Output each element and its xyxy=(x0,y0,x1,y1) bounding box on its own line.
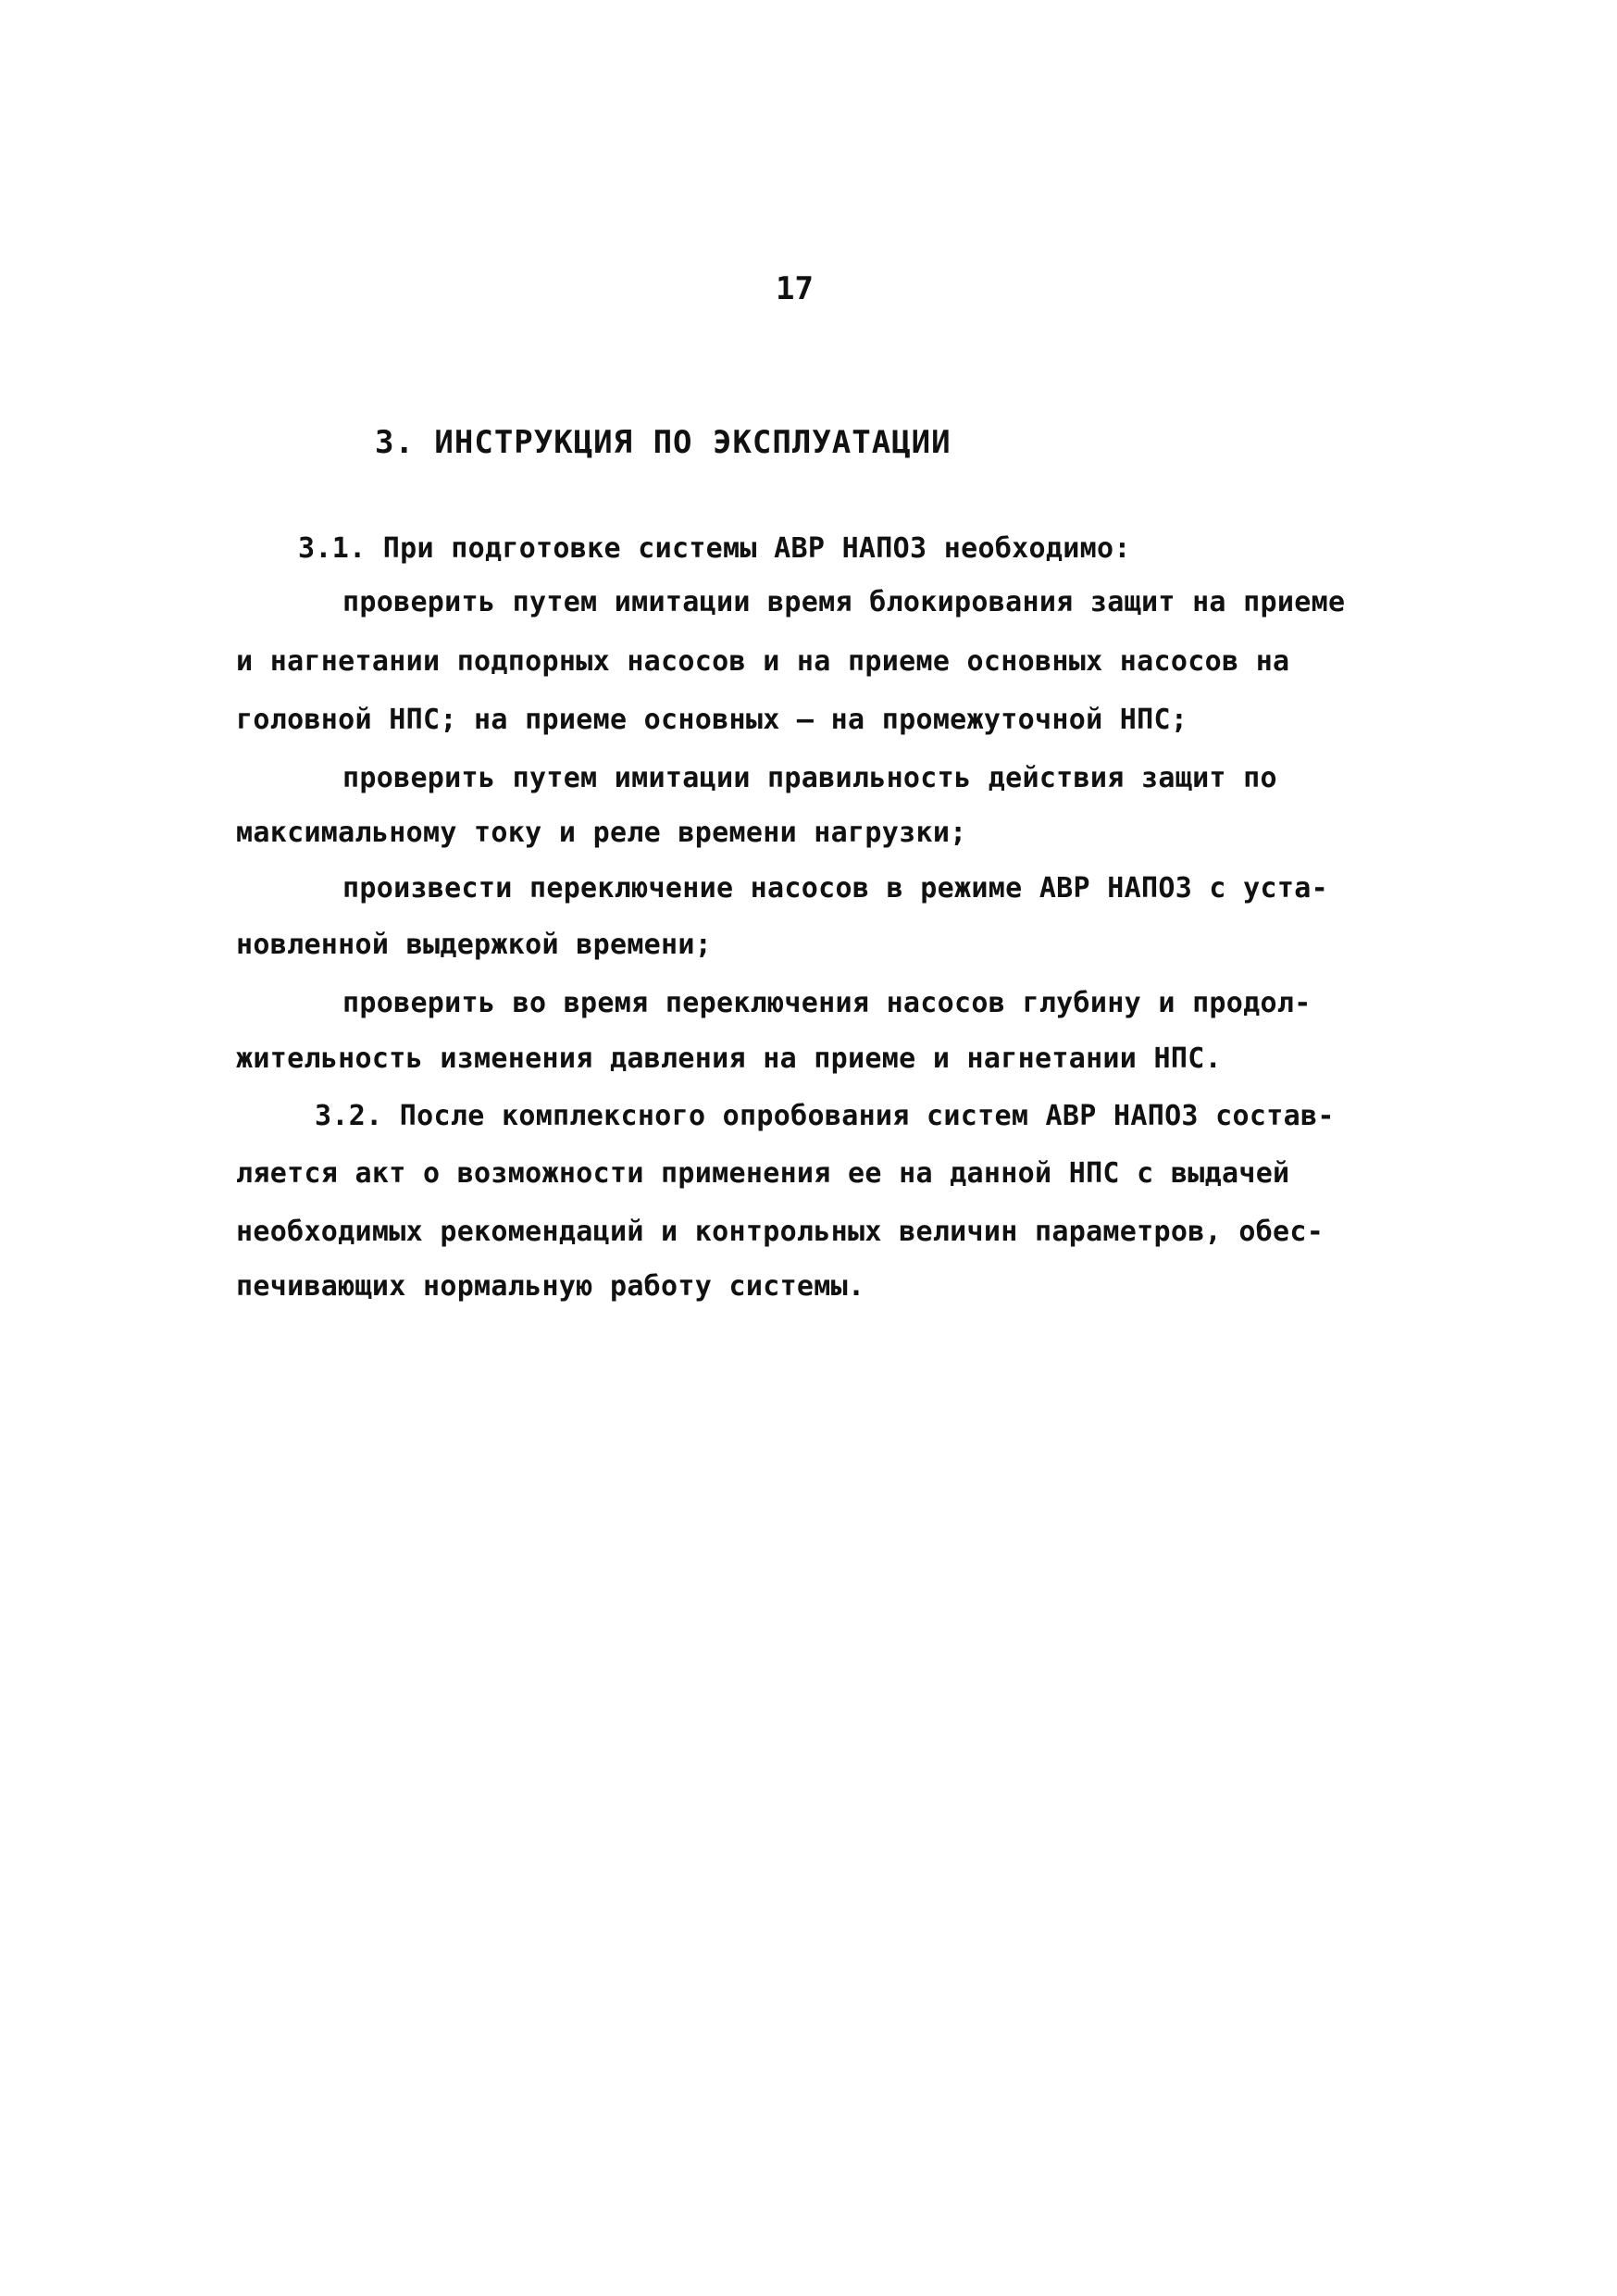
paragraph-line: жительность изменения давления на приеме и нагнетании НПС. xyxy=(236,1042,1222,1075)
clause-3-2-heading: 3.2. После комплексного опробования систем АВР НАПОЗ состав- xyxy=(315,1100,1335,1132)
paragraph-line: ляется акт о возможности применения ее на данной НПС с выдачей xyxy=(236,1157,1290,1190)
paragraph-line: проверить во время переключения насосов глубину и продол- xyxy=(342,987,1312,1019)
paragraph-line: проверить путем имитации правильность действия защит по xyxy=(342,762,1277,794)
paragraph-line: печивающих нормальную работу системы. xyxy=(236,1270,865,1303)
paragraph-line: необходимых рекомендаций и контрольных величин параметров, обес- xyxy=(236,1216,1325,1248)
page-number: 17 xyxy=(776,270,814,307)
clause-3-1-heading: 3.1. При подготовке системы АВР НАПОЗ необходимо: xyxy=(298,532,1131,565)
paragraph-line: проверить путем имитации время блокирования защит на приеме xyxy=(342,586,1346,618)
paragraph-line: и нагнетании подпорных насосов и на приеме основных насосов на xyxy=(236,645,1290,678)
section-title: 3. ИНСТРУКЦИЯ ПО ЭКСПЛУАТАЦИИ xyxy=(375,424,952,461)
paragraph-line: головной НПС; на приеме основных – на промежуточной НПС; xyxy=(236,704,1188,736)
paragraph-line: произвести переключение насосов в режиме АВР НАПОЗ с уста- xyxy=(342,872,1328,905)
paragraph-line: новленной выдержкой времени; xyxy=(236,929,713,961)
paragraph-line: максимальному току и реле времени нагрузки; xyxy=(236,817,967,849)
